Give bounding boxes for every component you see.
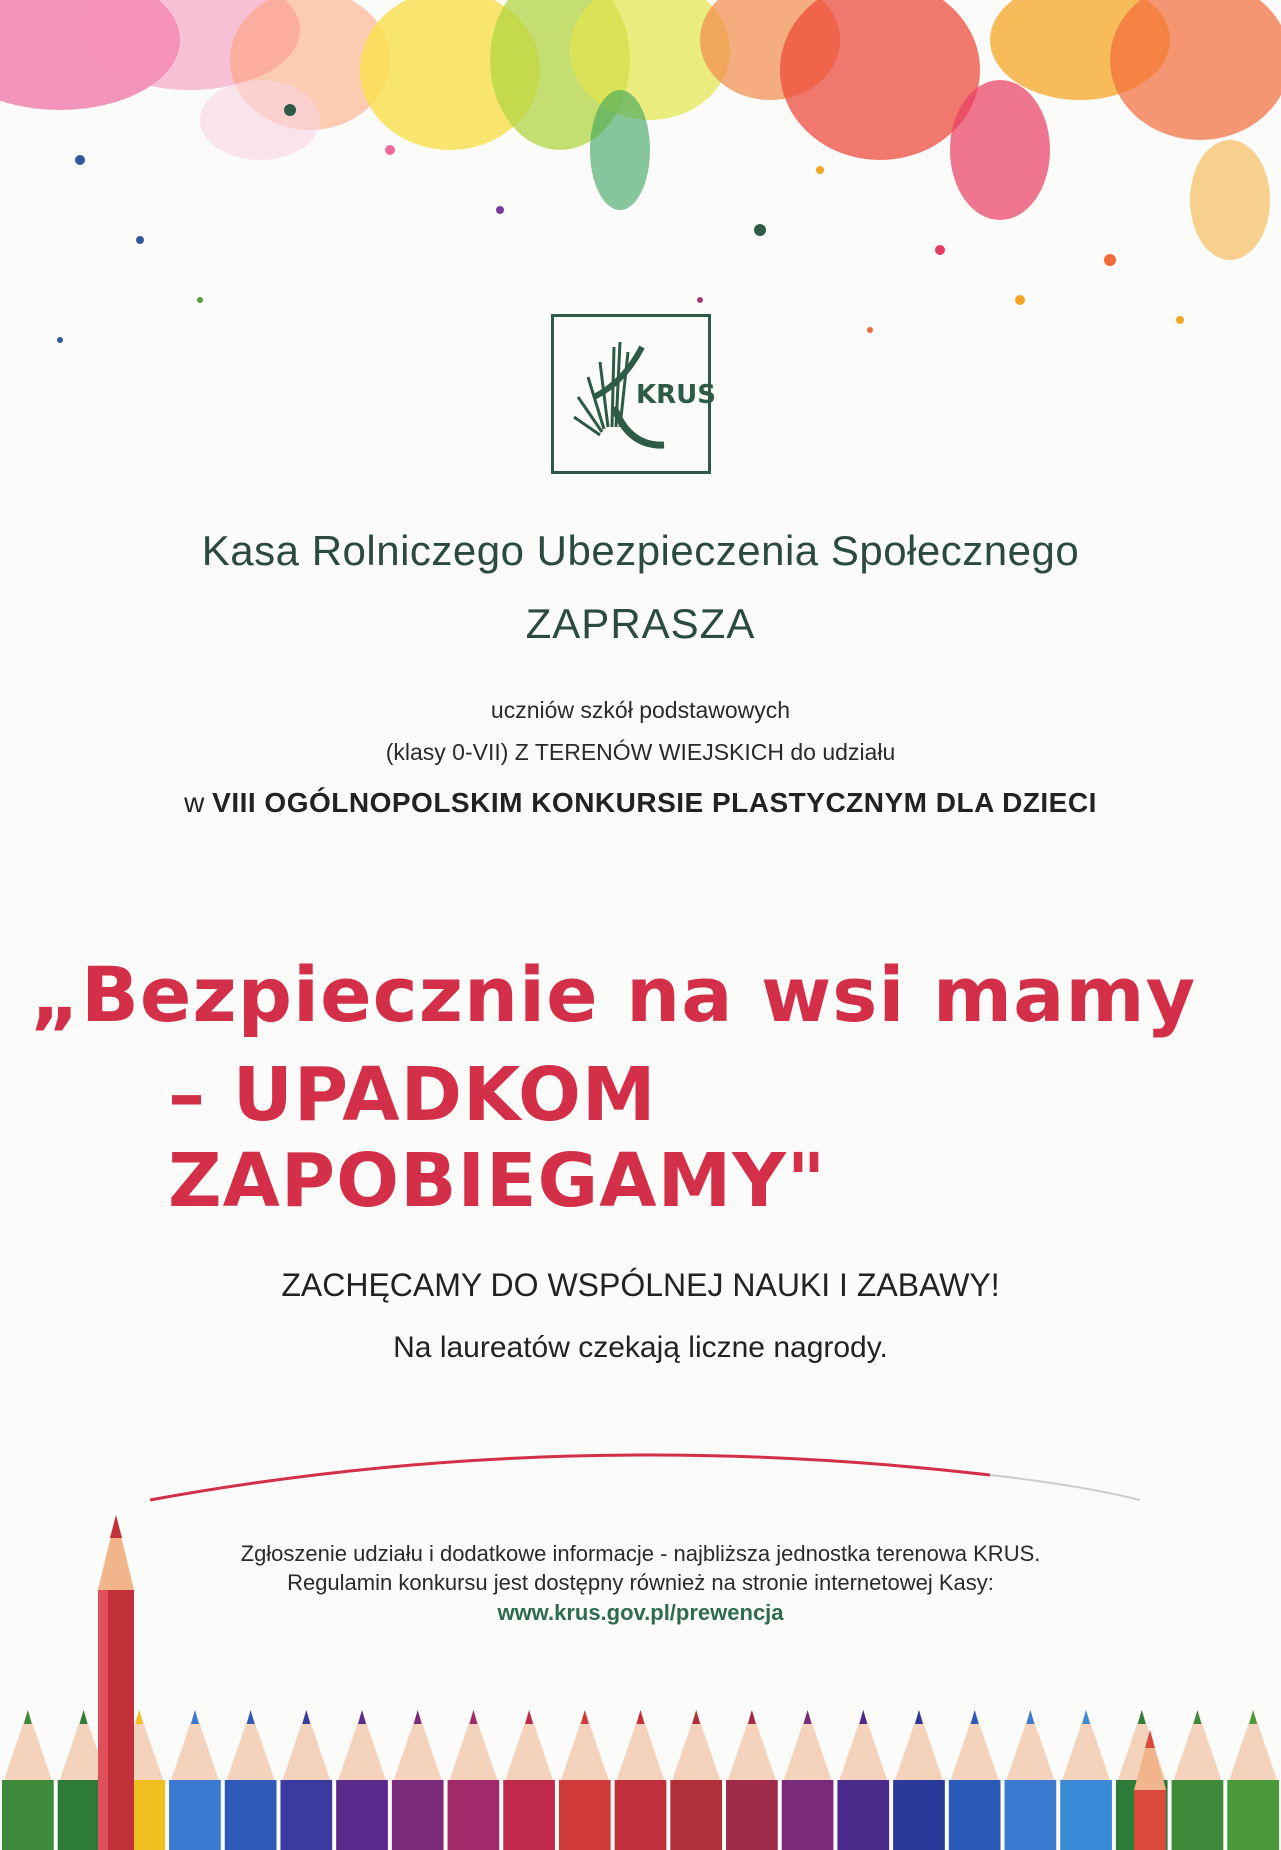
pencil-lead [915, 1710, 923, 1724]
pencil-lead [692, 1710, 700, 1724]
contest-name: VIII OGÓLNOPOLSKIM KONKURSIE PLASTYCZNYM DLA DZIECI [212, 787, 1097, 818]
pencil-body [559, 1780, 611, 1850]
pencil-lead [191, 1710, 199, 1724]
intro-line-2: (klasy 0-VII) Z TERENÓW WIEJSKICH do udziału [385, 739, 896, 765]
decorative-arc [0, 1430, 1281, 1510]
pencil-body [726, 1780, 778, 1850]
pencil-body [1060, 1780, 1112, 1850]
pencil-lead [525, 1710, 533, 1724]
encouragement-heading: ZACHĘCAMY DO WSPÓLNEJ NAUKI I ZABAWY! [281, 1267, 1000, 1303]
pencil-lead [748, 1710, 756, 1724]
info-line-1: Zgłoszenie udziału i dodatkowe informacje - najbliższa jednostka terenowa KRUS. [240, 1541, 1041, 1566]
pencil-lead [1249, 1710, 1257, 1724]
info-line-2: Regulamin konkursu jest dostępny również na stronie internetowej Kasy: [287, 1570, 994, 1595]
pencil-lead [302, 1710, 310, 1724]
pencil-body [615, 1780, 667, 1850]
pencil-body [949, 1780, 1001, 1850]
pencil-body [893, 1780, 945, 1850]
pencil-body [392, 1780, 444, 1850]
pencil-lead [581, 1710, 589, 1724]
organization-name: Kasa Rolniczego Ubezpieczenia Społecznego [201, 527, 1080, 574]
pencil-lead [1193, 1710, 1201, 1724]
intro-line-3-prefix: w [184, 787, 205, 818]
krus-logo [551, 314, 717, 474]
pencil-lead [859, 1710, 867, 1724]
pencil-lead [1138, 1710, 1146, 1724]
pencil-lead [414, 1710, 422, 1724]
pencil-body [1172, 1780, 1224, 1850]
pencil-body [336, 1780, 388, 1850]
logo-lettering: KRUS [636, 380, 717, 410]
pencil-lead [971, 1710, 979, 1724]
pencil-lead [247, 1710, 255, 1724]
invites-heading: ZAPRASZA [525, 600, 756, 647]
website-link[interactable]: www.krus.gov.pl/prewencja [497, 1600, 784, 1625]
pencil-body [448, 1780, 500, 1850]
pencil-body [503, 1780, 555, 1850]
pencil-lead [469, 1710, 477, 1724]
pencil-lead [135, 1710, 143, 1724]
pencil-body [782, 1780, 834, 1850]
pencil-body [670, 1780, 722, 1850]
pencil-body [1005, 1780, 1057, 1850]
pencil-lead [80, 1710, 88, 1724]
pencil-body [169, 1780, 221, 1850]
contest-title-line-1: „Bezpiecznie na wsi mamy [30, 950, 1197, 1039]
pencil-lead [24, 1710, 32, 1724]
pencil-body [837, 1780, 889, 1850]
krus-logo-icon [554, 317, 717, 471]
intro-line-1: uczniów szkół podstawowych [490, 697, 791, 723]
pencil-body [2, 1780, 54, 1850]
pencil-body [225, 1780, 277, 1850]
pencil-lead [358, 1710, 366, 1724]
prizes-text: Na laureatów czekają liczne nagrody. [393, 1331, 888, 1364]
pencil-body [280, 1780, 332, 1850]
pencil-lead [1026, 1710, 1034, 1724]
intro-line-3 [0, 787, 1281, 819]
pencil-lead [1082, 1710, 1090, 1724]
pencil-lead [804, 1710, 812, 1724]
contest-title-line-2: – UPADKOM ZAPOBIEGAMY" [168, 1052, 827, 1224]
pencil-lead [637, 1710, 645, 1724]
pencil-body [1227, 1780, 1279, 1850]
